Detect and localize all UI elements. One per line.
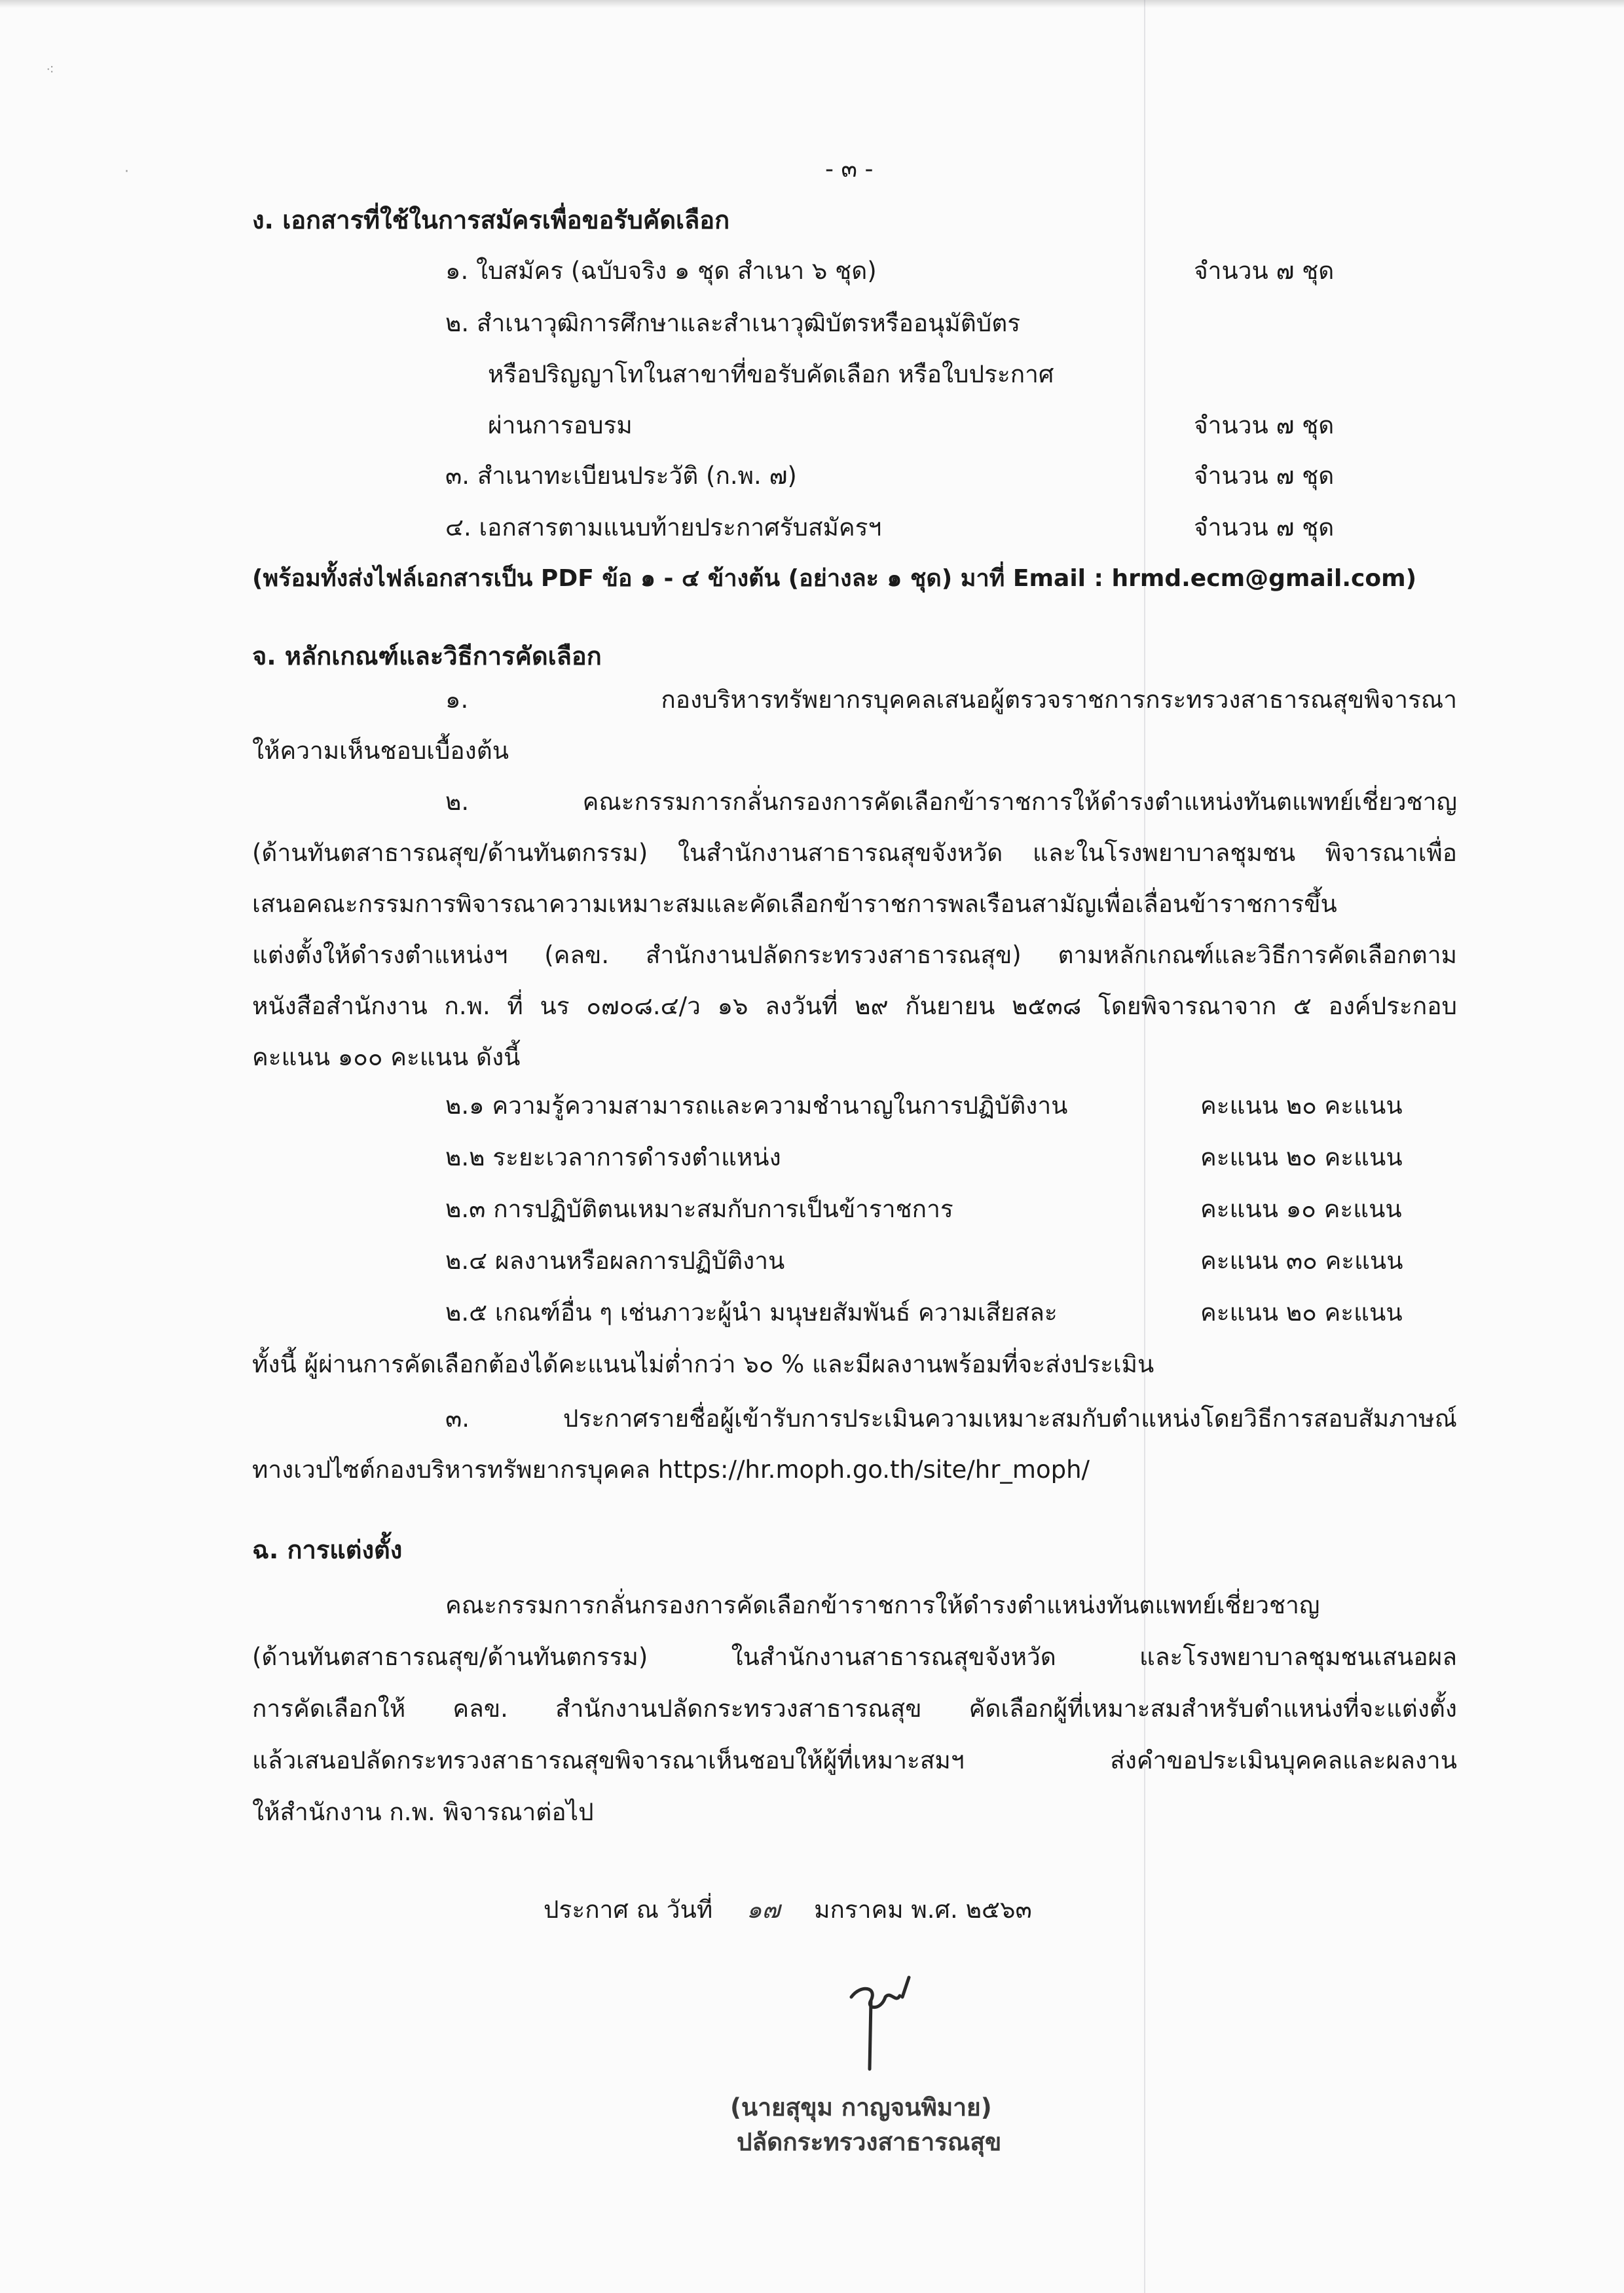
pdf-email-note: (พร้อมทั้งส่งไฟล์เอกสารเป็น PDF ข้อ ๑ - ๔ ข้างต้น (อย่างละ ๑ ชุด) มาที่ Email : hrmd.ecm@gmail.com) — [252, 565, 1417, 592]
scan-edge — [0, 0, 1624, 8]
pass-threshold-note: ทั้งนี้ ผู้ผ่านการคัดเลือกต้องได้คะแนนไม่ต่ำกว่า ๖๐ % และมีผลงานพร้อมที่จะส่งประเมิน — [252, 1350, 1154, 1378]
scan-speck: · — [124, 164, 129, 180]
paper-fold-line — [1144, 0, 1145, 2293]
criterion-2-line-6: คะแนน ๑๐๐ คะแนน ดังนี้ — [252, 1043, 521, 1071]
criterion-2-line-3: เสนอคณะกรรมการพิจารณาความเหมาะสมและคัดเลือกข้าราชการพลเรือนสามัญเพื่อเลื่อนข้าราชการขึ้น — [252, 890, 1337, 918]
score-criterion-4-label: ๒.๔ ผลงานหรือผลการปฏิบัติงาน — [445, 1247, 785, 1275]
doc-item-2-continuation-1: หรือปริญญาโทในสาขาที่ขอรับคัดเลือก หรือใบประกาศ — [488, 360, 1054, 388]
section-cho-heading: ฉ. การแต่งตั้ง — [252, 1535, 403, 1564]
signatory-title: ปลัดกระทรวงสาธารณสุข — [737, 2128, 1002, 2156]
scan-speck: ⁖ — [46, 62, 54, 79]
criterion-2-line-5: หนังสือสำนักงาน ก.พ. ที่ นร ๐๗๐๘.๔/ว ๑๖ ลงวันที่ ๒๙ กันยายน ๒๕๓๘ โดยพิจารณาจาก ๕ องค์ประกอบ — [252, 992, 1457, 1020]
announcement-month-year: มกราคม พ.ศ. ๒๕๖๓ — [814, 1896, 1032, 1924]
criterion-1-line-2: ให้ความเห็นชอบเบื้องต้น — [252, 737, 509, 765]
score-criterion-3-value: คะแนน ๑๐ คะแนน — [1200, 1195, 1402, 1223]
doc-item-2-continuation-2: ผ่านการอบรม — [488, 411, 633, 439]
announcement-date — [544, 1894, 1032, 1926]
page-number: - ๓ - — [825, 156, 874, 183]
score-criterion-2-label: ๒.๒ ระยะเวลาการดำรงตำแหน่ง — [445, 1143, 781, 1171]
criterion-1-line-1: ๑. กองบริหารทรัพยากรบุคคลเสนอผู้ตรวจราชการกระทรวงสาธารณสุขพิจารณา — [445, 686, 1457, 714]
announcement-day: ๑๗ — [746, 1896, 781, 1924]
criterion-3-line-2: ทางเวปไซต์กองบริหารทรัพยากรบุคคล https://hr.moph.go.th/site/hr_moph/ — [252, 1456, 1090, 1484]
doc-item-2-qty: จำนวน ๗ ชุด — [1194, 411, 1335, 439]
doc-item-4-qty: จำนวน ๗ ชุด — [1194, 513, 1335, 541]
criterion-3-line-1: ๓. ประกาศรายชื่อผู้เข้ารับการประเมินความเหมาะสมกับตำแหน่งโดยวิธีการสอบสัมภาษณ์ — [445, 1404, 1457, 1433]
appointment-line-3: การคัดเลือกให้ คลข. สำนักงานปลัดกระทรวงสาธารณสุข คัดเลือกผู้ที่เหมาะสมสำหรับตำแหน่งที่จะแต่งตั้ง — [252, 1695, 1457, 1723]
score-criterion-2-value: คะแนน ๒๐ คะแนน — [1200, 1143, 1403, 1171]
score-criterion-1-value: คะแนน ๒๐ คะแนน — [1200, 1091, 1403, 1120]
doc-item-2-label: ๒. สำเนาวุฒิการศึกษาและสำเนาวุฒิบัตรหรืออนุมัติบัตร — [445, 309, 1021, 337]
section-jo-heading: จ. หลักเกณฑ์และวิธีการคัดเลือก — [252, 642, 602, 670]
score-criterion-5-value: คะแนน ๒๐ คะแนน — [1200, 1298, 1403, 1327]
doc-item-1-label: ๑. ใบสมัคร (ฉบับจริง ๑ ชุด สำเนา ๖ ชุด) — [445, 257, 877, 285]
announcement-prefix: ประกาศ ณ วันที่ — [544, 1896, 713, 1924]
appointment-line-5: ให้สำนักงาน ก.พ. พิจารณาต่อไป — [252, 1798, 594, 1826]
appointment-line-1: คณะกรรมการกลั่นกรองการคัดเลือกข้าราชการให้ดำรงตำแหน่งทันตแพทย์เชี่ยวชาญ — [445, 1591, 1320, 1619]
appointment-line-2: (ด้านทันตสาธารณสุข/ด้านทันตกรรม) ในสำนักงานสาธารณสุขจังหวัด และโรงพยาบาลชุมชนเสนอผล — [252, 1643, 1457, 1671]
doc-item-4-label: ๔. เอกสารตามแนบท้ายประกาศรับสมัครฯ — [445, 513, 882, 541]
score-criterion-4-value: คะแนน ๓๐ คะแนน — [1200, 1247, 1403, 1275]
criterion-2-line-2: (ด้านทันตสาธารณสุข/ด้านทันตกรรม) ในสำนักงานสาธารณสุขจังหวัด และในโรงพยาบาลชุมชน พิจารณาเพื่อ — [252, 839, 1457, 867]
appointment-line-4: แล้วเสนอปลัดกระทรวงสาธารณสุขพิจารณาเห็นชอบให้ผู้ที่เหมาะสมฯ ส่งคำขอประเมินบุคคลและผลงาน — [252, 1746, 1457, 1774]
criterion-2-line-1: ๒. คณะกรรมการกลั่นกรองการคัดเลือกข้าราชการให้ดำรงตำแหน่งทันตแพทย์เชี่ยวชาญ — [445, 788, 1457, 816]
criterion-2-line-4: แต่งตั้งให้ดำรงตำแหน่งฯ (คลข. สำนักงานปลัดกระทรวงสาธารณสุข) ตามหลักเกณฑ์และวิธีการคัดเลือกตาม — [252, 941, 1457, 969]
doc-item-3-qty: จำนวน ๗ ชุด — [1194, 462, 1335, 490]
score-criterion-1-label: ๒.๑ ความรู้ความสามารถและความชำนาญในการปฏิบัติงาน — [445, 1091, 1068, 1120]
score-criterion-5-label: ๒.๕ เกณฑ์อื่น ๆ เช่นภาวะผู้นำ มนุษยสัมพันธ์ ความเสียสละ — [445, 1298, 1058, 1327]
doc-item-1-qty: จำนวน ๗ ชุด — [1194, 257, 1335, 285]
score-criterion-3-label: ๒.๓ การปฏิบัติตนเหมาะสมกับการเป็นข้าราชการ — [445, 1195, 953, 1223]
doc-item-3-label: ๓. สำเนาทะเบียนประวัติ (ก.พ. ๗) — [445, 462, 797, 490]
handwritten-signature — [832, 1971, 936, 2076]
section-ng-heading: ง. เอกสารที่ใช้ในการสมัครเพื่อขอรับคัดเลือก — [252, 206, 730, 234]
signatory-name: (นายสุขุม กาญจนพิมาย) — [730, 2093, 992, 2121]
